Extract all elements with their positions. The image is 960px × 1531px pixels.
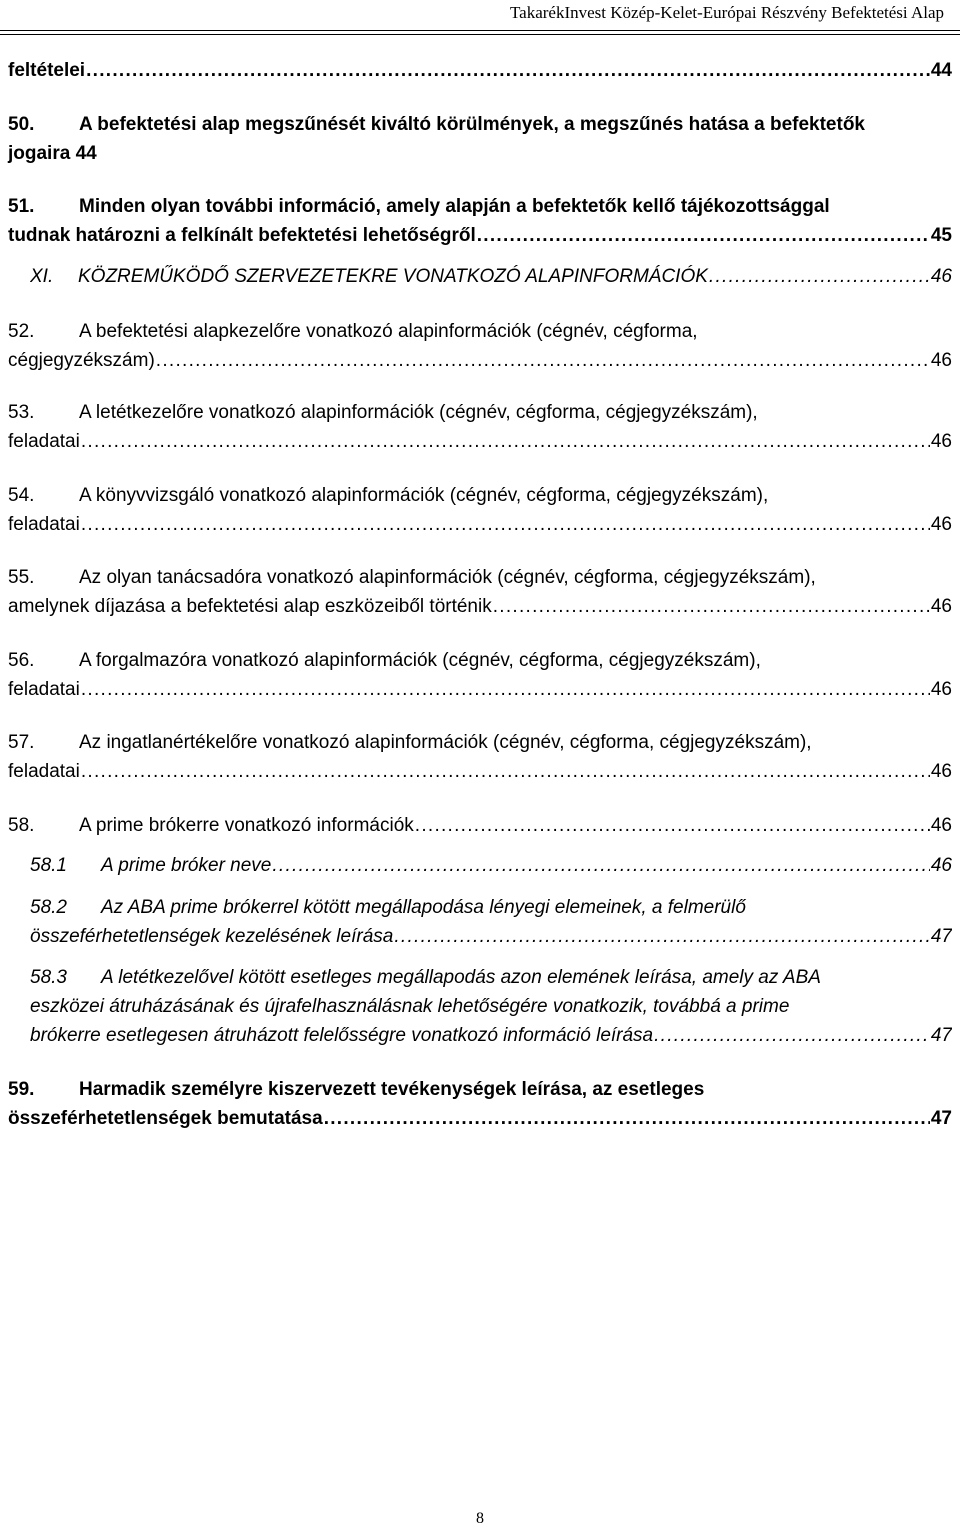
toc-entry-continued[interactable]: feltételei . . . 44: [8, 56, 952, 85]
page-number: 8: [476, 1510, 484, 1527]
toc-entry-58[interactable]: 58. A prime brókerre vonatkozó információk . . . 46: [8, 811, 952, 840]
toc-entry-58-2[interactable]: 58.2 Az ABA prime brókerrel kötött megállapodása lényegi elemeinek, a felmerülő összeférhetetlenségek kezelésének leírása . . . 47: [30, 893, 952, 951]
toc-entry-54[interactable]: 54. A könyvvizsgáló vonatkozó alapinformációk (cégnév, cégforma, cégjegyzékszám), feladatai . . . 46: [8, 481, 952, 539]
toc-entry-55[interactable]: 55. Az olyan tanácsadóra vonatkozó alapinformációk (cégnév, cégforma, cégjegyzékszám), amelynek díjazása a befektetési alap eszközeiből történik . . . 46: [8, 563, 952, 621]
header-divider: [0, 30, 960, 31]
toc-entry-50[interactable]: 50. A befektetési alap megszűnését kiváltó körülmények, a megszűnés hatása a befektetők jogaira 44: [8, 114, 865, 164]
toc-entry-52[interactable]: 52. A befektetési alapkezelőre vonatkozó alapinformációk (cégnév, cégforma, cégjegyzékszám) . . . 46: [8, 317, 952, 375]
toc-entry-56[interactable]: 56. A forgalmazóra vonatkozó alapinformációk (cégnév, cégforma, cégjegyzékszám), feladatai . . . 46: [8, 646, 952, 704]
toc-entry-XI[interactable]: XI. KÖZREMŰKÖDŐ SZERVEZETEKRE VONATKOZÓ ALAPINFORMÁCIÓK . . . 46: [30, 262, 952, 291]
toc-entry-53[interactable]: 53. A letétkezelőre vonatkozó alapinformációk (cégnév, cégforma, cégjegyzékszám), feladatai . . . 46: [8, 398, 952, 456]
toc-entry-57[interactable]: 57. Az ingatlanértékelőre vonatkozó alapinformációk (cégnév, cégforma, cégjegyzékszám), feladatai . . . 46: [8, 728, 952, 786]
toc-entry-59[interactable]: 59. Harmadik személyre kiszervezett tevékenységek leírása, az esetleges összeférhetetlenségek bemutatása . . . 47: [8, 1075, 952, 1133]
toc-entry-58-1[interactable]: 58.1 A prime bróker neve . . . 46: [30, 851, 952, 880]
header-divider-thin: [0, 34, 960, 35]
document-title: TakarékInvest Közép-Kelet-Európai Részvény Befektetési Alap: [509, 3, 944, 22]
toc-entry-58-3[interactable]: 58.3 A letétkezelővel kötött esetleges megállapodás azon elemének leírása, amely az ABA eszközei átruházásának és újrafelhasználásnak lehetőségére vonatkozik, továbbá a prime brókerre esetlegesen átruházott felelősségre vonatkozó információ leírása . . . 47: [30, 963, 952, 1050]
toc-entry-51[interactable]: 51. Minden olyan további információ, amely alapján a befektetők kellő tájékozottsággal tudnak határozni a felkínált befektetési lehetőségről . . . 45: [8, 192, 952, 250]
